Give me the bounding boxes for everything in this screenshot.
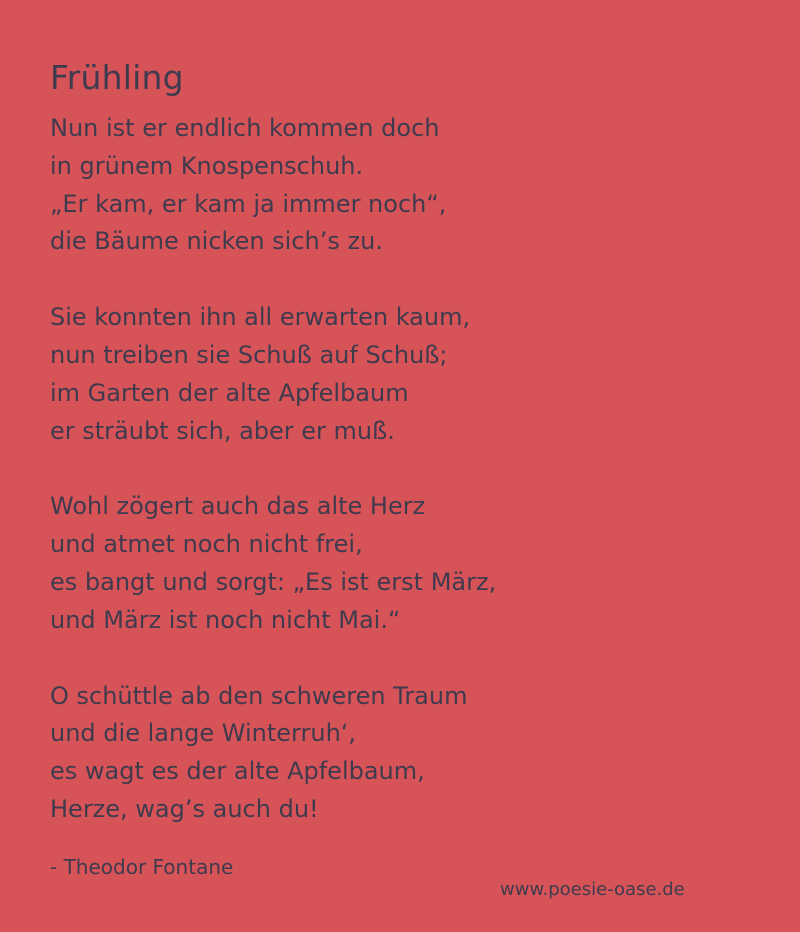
poem-line: es wagt es der alte Apfelbaum, bbox=[50, 757, 425, 786]
poem-line: und die lange Winterruh‘, bbox=[50, 719, 357, 748]
poem-line: es bangt und sorgt: „Es ist erst März, bbox=[50, 567, 497, 596]
source-website: www.poesie-oase.de bbox=[500, 879, 685, 900]
poem-line: Herze, wag’s auch du! bbox=[50, 794, 319, 823]
poem-line: im Garten der alte Apfelbaum bbox=[50, 378, 409, 407]
stanza-4 bbox=[50, 678, 750, 829]
stanza-3 bbox=[50, 488, 750, 639]
poem-title: Frühling bbox=[50, 58, 184, 97]
poem-author: - Theodor Fontane bbox=[50, 855, 234, 879]
poem-line: er sträubt sich, aber er muß. bbox=[50, 416, 395, 445]
poem-line: O schüttle ab den schweren Traum bbox=[50, 681, 468, 710]
poem-line: die Bäume nicken sich’s zu. bbox=[50, 227, 383, 256]
poem-card bbox=[50, 58, 750, 829]
poem-line: in grünem Knospenschuh. bbox=[50, 151, 364, 180]
poem-line: Wohl zögert auch das alte Herz bbox=[50, 492, 426, 521]
stanza-1 bbox=[50, 110, 750, 261]
poem-line: und März ist noch nicht Mai.“ bbox=[50, 605, 401, 634]
poem-line: „Er kam, er kam ja immer noch“, bbox=[50, 189, 447, 218]
stanza-2 bbox=[50, 299, 750, 450]
poem-line: nun treiben sie Schuß auf Schuß; bbox=[50, 340, 448, 369]
poem-line: Nun ist er endlich kommen doch bbox=[50, 114, 440, 142]
poem-line: und atmet noch nicht frei, bbox=[50, 530, 363, 559]
poem-line: Sie konnten ihn all erwarten kaum, bbox=[50, 303, 471, 332]
